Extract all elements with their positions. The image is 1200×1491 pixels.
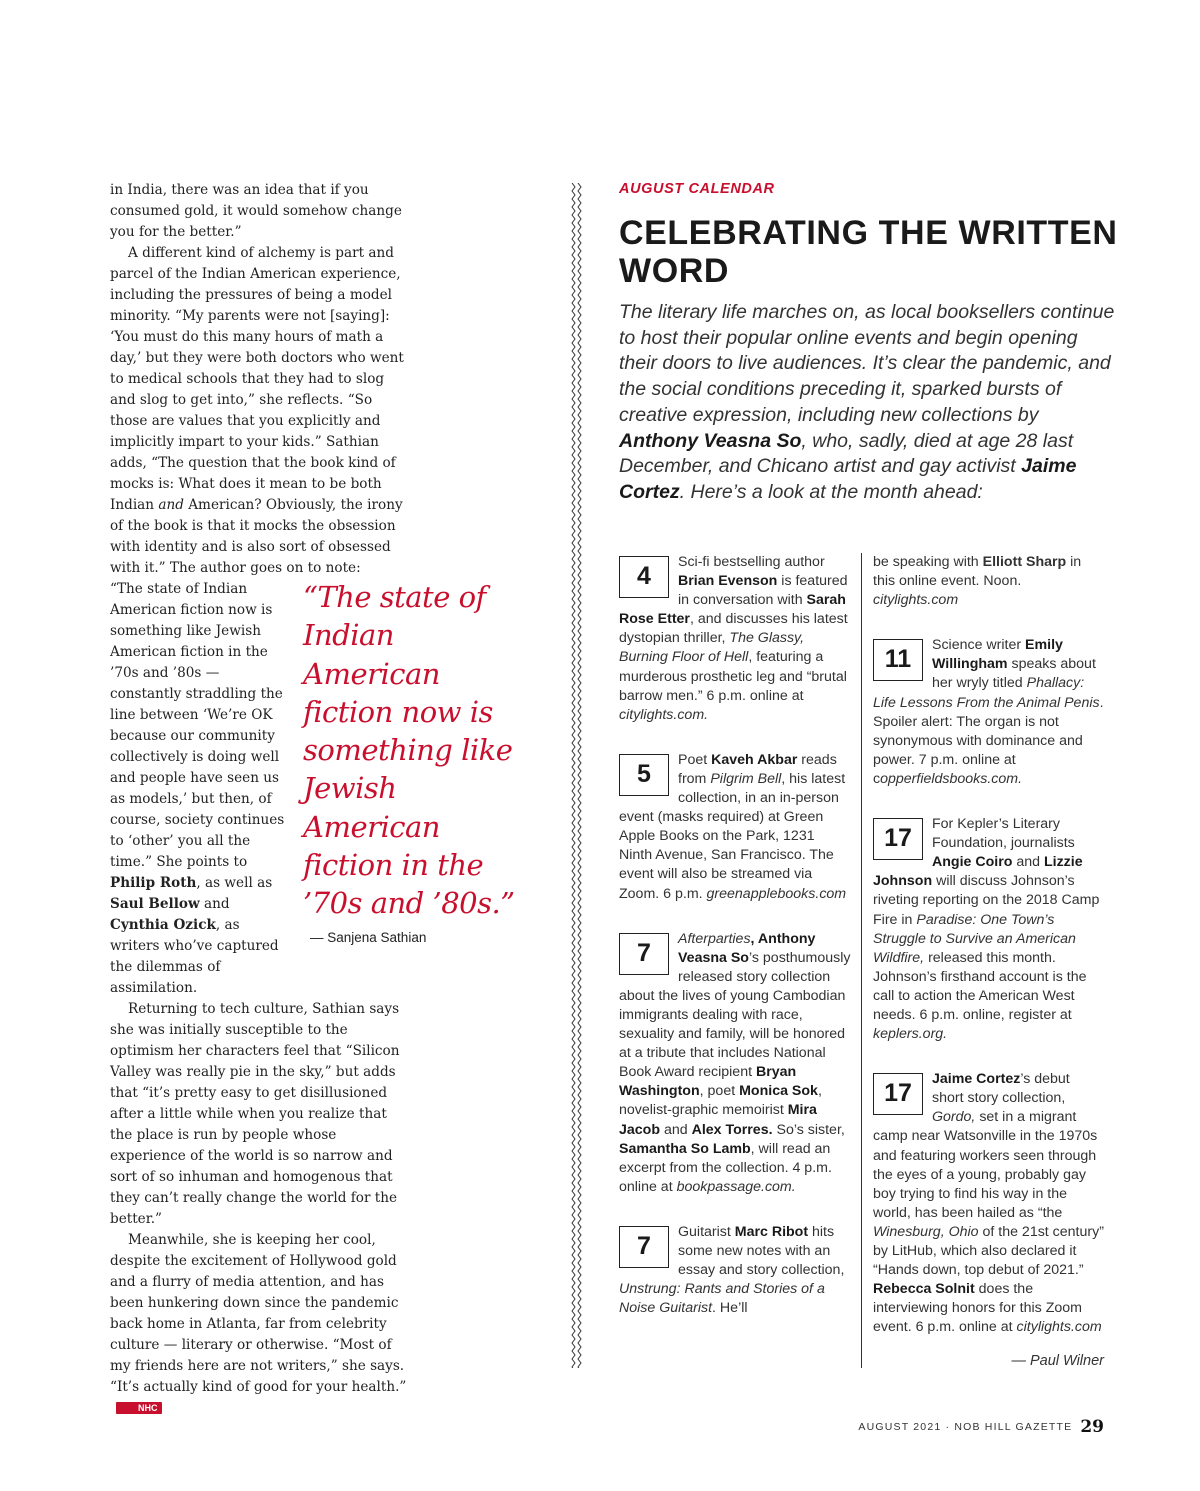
event-aug-17-keplers: 17 For Kepler’s Literary Foundation, journalists Angie Coiro and Lizzie Johnson will discuss Johnson’s riveting reporting on the 2018 Camp Fire in Paradise: One Town’s Struggle to Survive an American Wildfire, released this month. Johnson’s firsthand account is the call to action the American West needs. 6 p.m. online, register at keplers.org. [873,816,1100,1043]
folio [858,1417,1104,1437]
events-column-1 [619,553,851,1344]
article-narrow-text: “The state of Indian American fiction now is something like Jewish American fiction in the ’70s and ’80s — constantly straddling the line between ‘We’re OK because our community collectively is doing well and people have seen us as models,’ but then, of course, society continues to ‘other’ you all the time.” She points to Philip Roth, as well as Saul Bellow and Cynthia Ozick, as writers who’ve captured the dilemmas of assimilation. [110,581,285,996]
author-signoff: — Paul Wilner [1011,1353,1104,1369]
event-link[interactable]: citylights.com [1016,1319,1102,1336]
pull-quote-attribution: — Sanjena Sathian [310,930,427,945]
event-aug-7-ribot: 7 Guitarist Marc Ribot hits some new notes with an essay and story collection, Unstrung: Rants and Stories of a Noise Guitarist. He’ll [619,1223,845,1317]
name-philip-roth: Philip Roth [110,875,197,891]
event-aug-17-cortez: 17 Jaime Cortez’s debut short story collection, Gordo, set in a migrant camp near Watsonville in the 1970s and featuring workers seen through the eyes of a young, probably gay boy trying to find his way in the world, has been hailed as “the Winesburg, Ohio of the 21st century” by LitHub, which also declared it “Hands down, top debut of 2021.” Rebecca Solnit does the interviewing honors for this Zoom event. 6 p.m. online at citylights.com [873,1071,1104,1336]
article-paragraph: A different kind of alchemy is part and parcel of the Indian American experience, including the pressures of being a model minority. “My parents were not [saying]: ‘You must do this many hours of math a day,’ but they were both doctors who went to medical schools that they had to slog and slog to get into,” she reflects. “So those are values that you explicitly and implicitly impart to your kids.” Sathian adds, “The question that the book kind of mocks is: What does it mean to be both Indian and American? Obviously, the irony of the book is that it mocks the obsession with identity and is also sort of obsessed with it.” The author goes on to note: [110,245,404,576]
dek: The literary life marches on, as local booksellers continue to host their popular online events and begin opening their doors to live audiences. It’s clear the pandemic, and the social conditions preceding it, sparked bursts of creative expression, including new collections by Anthony Veasna So, who, sadly, died at age 28 last December, and Chicano artist and gay activist Jaime Cortez. Here’s a look at the month ahead: [619,301,1115,503]
event-link[interactable]: opperfieldsbooks.com. [880,770,1023,787]
date-box: 17 [873,1073,923,1115]
event-link[interactable]: keplers.org. [873,1026,948,1043]
event-aug-4: 4 Sci-fi bestselling author Brian Evenson is featured in conversation with Sarah Rose Etter, and discusses his latest dystopian thriller, The Glassy, Burning Floor of Hell, featuring a murderous prosthetic leg and “brutal barrow men.” 6 p.m. online at citylights.com. [619,554,848,723]
date-box: 7 [619,933,669,975]
section-kicker: AUGUST CALENDAR [619,181,775,197]
issue-line: AUGUST 2021 · NOB HILL GAZETTE [858,1421,1073,1433]
event-aug-5: 5 Poet Kaveh Akbar reads from Pilgrim Bell, his latest collection, in an in-person event (masks required) at Green Apple Books on the Park, 1231 Ninth Avenue, San Francisco. The event will also be streamed via Zoom. 6 p.m. greenapplebooks.com [619,751,847,902]
page-number: 29 [1080,1417,1104,1437]
events-column-2 [873,553,1105,1363]
headline: CELEBRATING THE WRITTEN WORD [619,214,1118,290]
article-paragraph: Meanwhile, she is keeping her cool, despite the excitement of Hollywood gold and a flurry of media attention, and has been hunkering down since the pandemic back home in Atlanta, far from celebrity culture — literary or otherwise. “Most of my friends here are not writers,” she says. “It’s actually kind of good for your health.”NHC [110,1232,407,1413]
event-link[interactable]: citylights.com [873,592,959,609]
zigzag-divider [571,183,583,1368]
pull-quote: “The state of Indian American fiction now is something like Jewish American fiction in the ’70s and ’80s.” [303,580,515,921]
event-aug-11: 11 Science writer Emily Willingham speaks about her wryly titled Phallacy: Life Lessons From the Animal Penis. Spoiler alert: The organ is not synonymous with dominance and power. 7 p.m. online at copperfieldsbooks.com. [873,637,1104,787]
date-box: 7 [619,1226,669,1268]
nhc-end-badge: NHC [116,1402,162,1414]
date-box: 17 [873,818,923,860]
date-box: 11 [873,639,923,681]
article-paragraph: Returning to tech culture, Sathian says she was initially susceptible to the optimism her characters feel that “Silicon Valley was really pie in the sky,” but adds that “it’s pretty easy to get disillusioned after a little while when you realize that the place is run by people whose experience of the world is so narrow and sort of so inhuman and homogenous that they can’t really change the world for the better.” [110,1001,400,1227]
column-rule [861,553,862,1368]
date-box: 4 [619,556,669,598]
event-aug-7-ribot-continued: be speaking with Elliott Sharp in this online event. Noon. citylights.com [873,554,1082,609]
date-box: 5 [619,754,669,796]
name-anthony-veasna-so: Anthony Veasna So [619,429,802,452]
event-aug-7-afterparties: 7 Afterparties, Anthony Veasna So’s posthumously released story collection about the lives of young Cambodian immigrants dealing with race, sexuality and family, will be honored at a tribute that includes National Book Award recipient Bryan Washington, poet Monica Sok, novelist-graphic memoirist Mira Jacob and Alex Torres. So’s sister, Samantha So Lamb, will read an excerpt from the collection. 4 p.m. online at bookpassage.com. [619,930,851,1195]
event-link[interactable]: greenapplebooks.com [706,885,847,902]
name-saul-bellow: Saul Bellow [110,896,200,912]
event-link[interactable]: citylights.com. [619,706,709,723]
name-jaime-cortez: Jaime Cortez [619,455,1077,503]
event-link[interactable]: bookpassage.com. [676,1178,796,1195]
name-cynthia-ozick: Cynthia Ozick [110,917,216,933]
article-paragraph: in India, there was an idea that if you consumed gold, it would somehow change you for the better.” [110,182,402,240]
